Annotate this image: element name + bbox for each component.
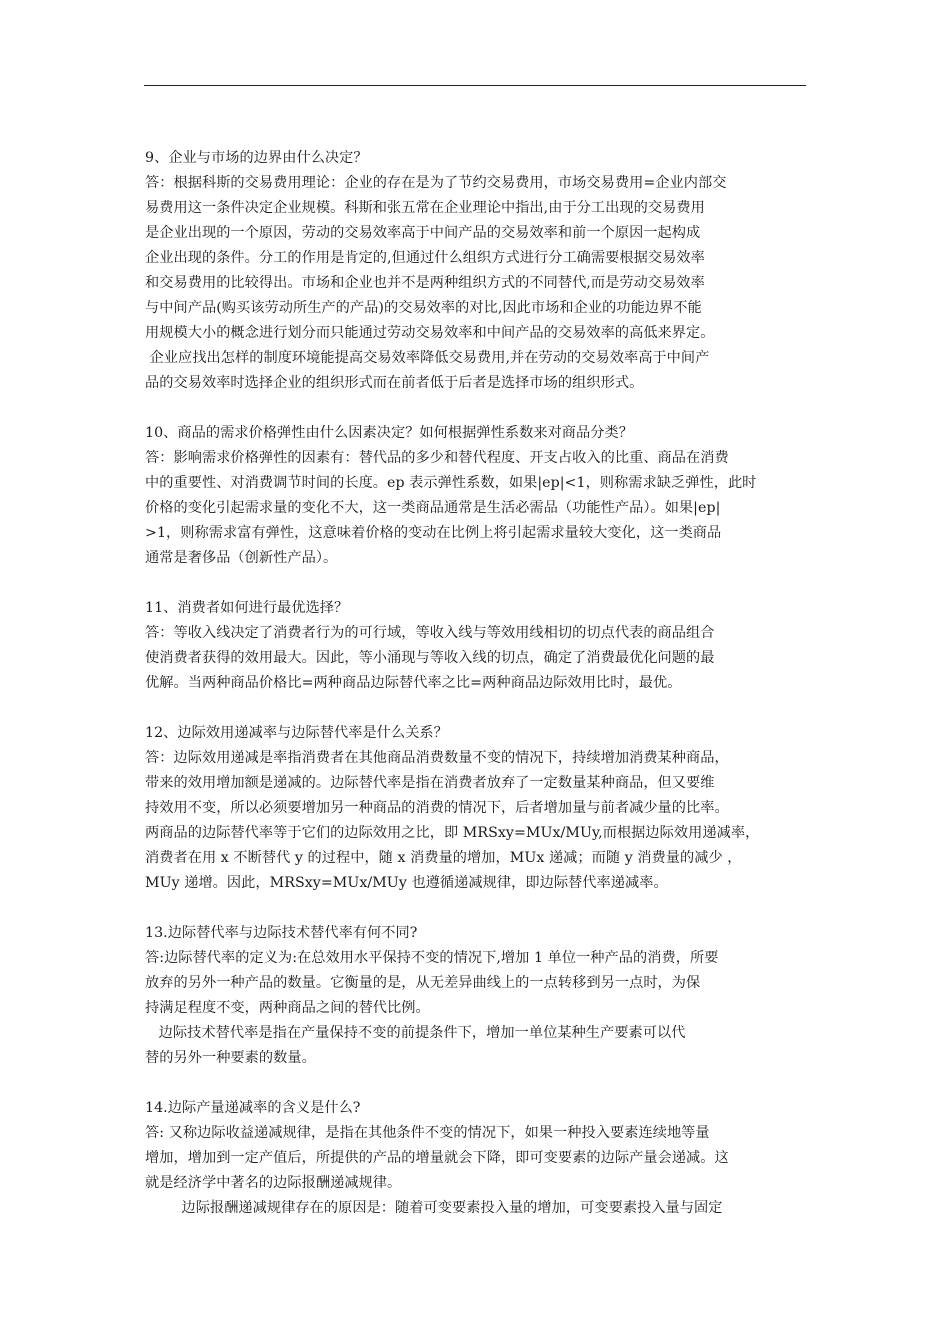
answer-9-line: 企业出现的条件。分工的作用是肯定的,但通过什么组织方式进行分工确需要根据交易效率 xyxy=(145,250,705,266)
answer-9-line: 答：根据科斯的交易费用理论：企业的存在是为了节约交易费用，市场交易费用=企业内部交 xyxy=(145,175,727,191)
answer-9-line: 与中间产品(购买该劳动所生产的产品)的交易效率的对比,因此市场和企业的功能边界不能 xyxy=(145,300,702,316)
answer-9-line: 企业应找出怎样的制度环境能提高交易效率降低交易费用,并在劳动的交易效率高于中间产 xyxy=(145,350,710,366)
answer-12-line: 两商品的边际替代率等于它们的边际效用之比，即 MRSxy=MUx/MUy,而根据边际效用递减率， xyxy=(145,825,760,841)
answer-11-line: 优解。当两种商品价格比=两种商品边际替代率之比=两种商品边际效用比时，最优。 xyxy=(145,675,682,691)
answer-10-line: >1，则称需求富有弹性，这意味着价格的变动在比例上将引起需求量较大变化，这一类商品 xyxy=(145,525,722,541)
answer-13-line: 持满足程度不变，两种商品之间的替代比例。 xyxy=(145,1000,430,1016)
paragraph-gap xyxy=(145,696,809,721)
question-10-heading: 10、商品的需求价格弹性由什么因素决定？如何根据弹性系数来对商品分类？ xyxy=(145,425,633,441)
answer-14-line: 边际报酬递减规律存在的原因是：随着可变要素投入量的增加，可变要素投入量与固定 xyxy=(145,1200,723,1216)
answer-10-line: 价格的变化引起需求量的变化不大，这一类商品通常是生活必需品（功能性产品）。如果|ep| xyxy=(145,500,721,516)
answer-9-line: 和交易费用的比较得出。市场和企业也并不是两种组织方式的不同替代,而是劳动交易效率 xyxy=(145,275,705,291)
answer-13-line: 放弃的另外一种产品的数量。它衡量的是，从无差异曲线上的一点转移到另一点时，为保 xyxy=(145,975,701,991)
answer-14-line: 增加，增加到一定产值后，所提供的产品的增量就会下降，即可变要素的边际产量会递减。这 xyxy=(145,1150,729,1166)
question-13-heading: 13.边际替代率与边际技术替代率有何不同? xyxy=(145,925,418,941)
answer-14-line: 就是经济学中著名的边际报酬递减规律。 xyxy=(145,1175,402,1191)
question-12-heading: 12、边际效用递减率与边际替代率是什么关系？ xyxy=(145,725,448,741)
answer-13-line: 边际技术替代率是指在产量保持不变的前提条件下，增加一单位某种生产要素可以代 xyxy=(145,1025,686,1041)
answer-12-line: MUy 递增。因此，MRSxy=MUx/MUy 也遵循递减规律，即边际替代率递减率。 xyxy=(145,875,668,891)
paragraph-gap xyxy=(145,896,809,921)
answer-13-line: 答:边际替代率的定义为:在总效用水平保持不变的情况下,增加 1 单位一种产品的消费，所要 xyxy=(145,950,719,966)
question-9-heading: 9、企业与市场的边界由什么决定？ xyxy=(145,150,368,166)
paragraph-gap xyxy=(145,571,809,596)
answer-14-line: 答: 又称边际收益递减规律，是指在其他条件不变的情况下，如果一种投入要素连续地等量 xyxy=(145,1125,710,1141)
header-rule xyxy=(144,85,806,86)
answer-12-line: 带来的效用增加额是递减的。边际替代率是指在消费者放弃了一定数量某种商品，但又要维 xyxy=(145,775,715,791)
answer-9-line: 易费用这一条件决定企业规模。科斯和张五常在企业理论中指出,由于分工出现的交易费用 xyxy=(145,200,705,216)
question-14-heading: 14.边际产量递减率的含义是什么? xyxy=(145,1100,361,1116)
answer-12-line: 消费者在用 x 不断替代 y 的过程中，随 x 消费量的增加，MUx 递减；而随 y 消费量的减少 ， xyxy=(145,850,742,866)
answer-9-line: 用规模大小的概念进行划分而只能通过劳动交易效率和中间产品的交易效率的高低来界定。 xyxy=(145,325,715,341)
document-body xyxy=(145,146,809,1221)
question-11-heading: 11、消费者如何进行最优选择？ xyxy=(145,600,349,616)
answer-9-line: 是企业出现的一个原因，劳动的交易效率高于中间产品的交易效率和前一个原因一起构成 xyxy=(145,225,701,241)
answer-12-line: 持效用不变，所以必须要增加另一种商品的消费的情况下，后者增加量与前者减少量的比率。 xyxy=(145,800,729,816)
answer-12-line: 答：边际效用递减是率指消费者在其他商品消费数量不变的情况下，持续增加消费某种商品， xyxy=(145,750,729,766)
paragraph-gap xyxy=(145,396,809,421)
paragraph-gap xyxy=(145,1071,809,1096)
answer-9-line: 品的交易效率时选择企业的组织形式而在前者低于后者是选择市场的组织形式。 xyxy=(145,375,644,391)
answer-10-line: 通常是奢侈品（创新性产品）。 xyxy=(145,550,338,566)
answer-13-line: 替的另外一种要素的数量。 xyxy=(145,1050,316,1066)
answer-11-line: 答：等收入线决定了消费者行为的可行域，等收入线与等效用线相切的切点代表的商品组合 xyxy=(145,625,715,641)
answer-10-line: 答：影响需求价格弹性的因素有：替代品的多少和替代程度、开支占收入的比重、商品在消费 xyxy=(145,450,729,466)
answer-10-line: 中的重要性、对消费调节时间的长度。ep 表示弹性系数，如果|ep|<1，则称需求缺乏弹性，此时 xyxy=(145,475,757,491)
answer-11-line: 使消费者获得的效用最大。因此，等小涌现与等收入线的切点，确定了消费最优化问题的最 xyxy=(145,650,715,666)
